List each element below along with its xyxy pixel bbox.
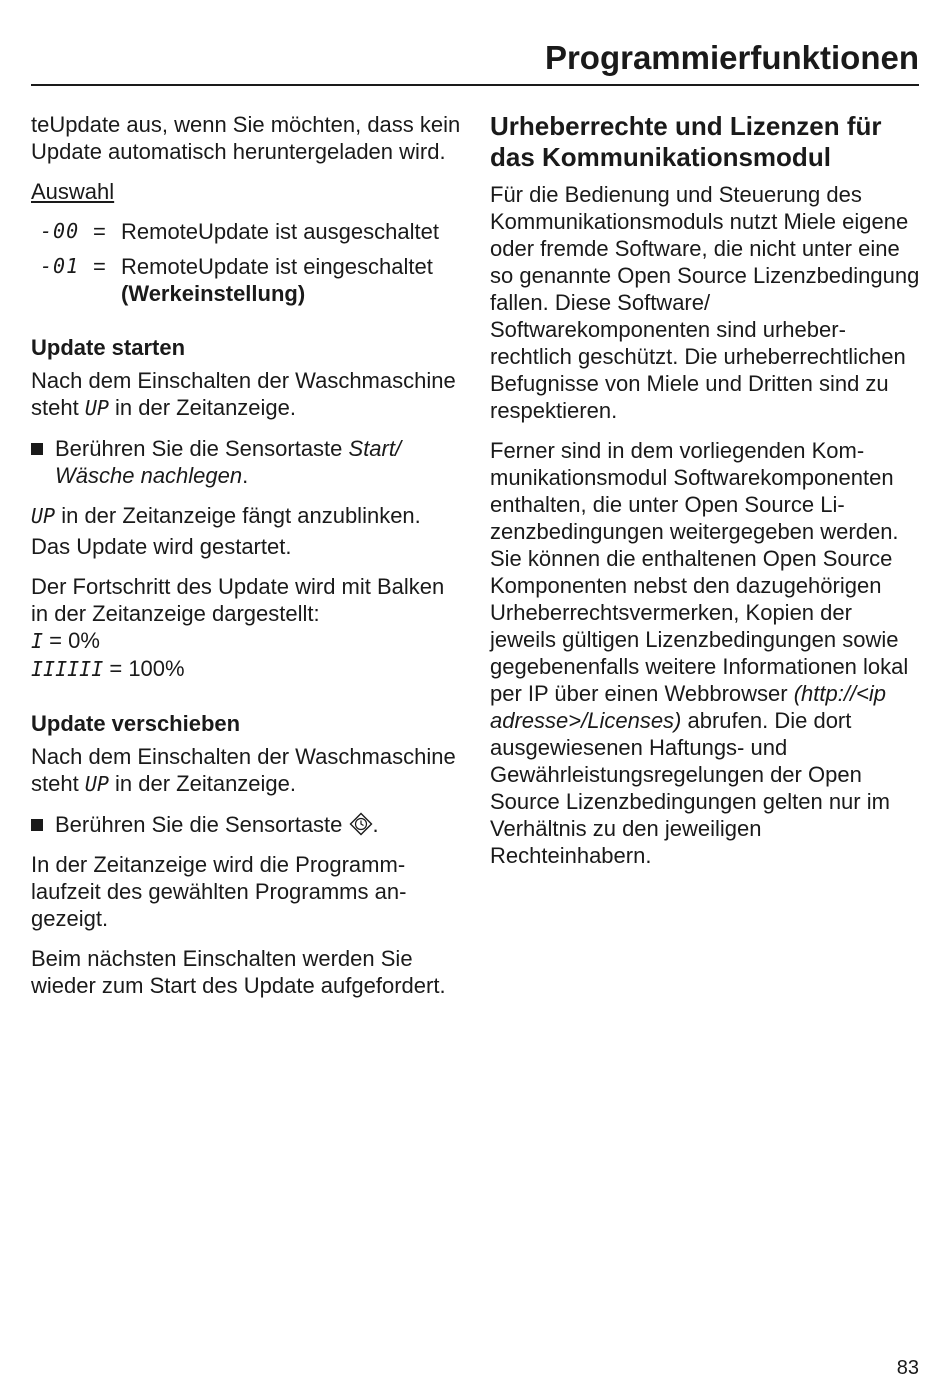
option-on (31, 253, 463, 307)
display-code: UP (31, 504, 56, 528)
option-code: -00 (40, 219, 80, 243)
left-column (31, 111, 463, 1012)
update-verschieben-instruction: Berühren Sie die Sensortaste . (31, 811, 463, 838)
sensor-key-name: Start/ Wäsche nachlegen (55, 436, 402, 488)
header-divider (31, 84, 919, 86)
license-p1: Für die Bedienung und Steuerung des Kommunikationsmoduls nutzt Miele eigene oder fremde Software, die nicht unter eine so genannte Open Source Lizenzbedingung fallen. Diese Software/ Softwarekomponenten sind urheberrechtlich geschützt. Die urheberrechtlichen Befugnisse von Miele und Dritten sind zu respektieren. (490, 182, 920, 423)
bullet-square-icon (31, 819, 43, 831)
option-code: -01 (40, 254, 80, 278)
progress-start-value: = 0% (43, 628, 100, 653)
update-verschieben-p2: In der Zeitanzeige wird die Programmlaufzeit des gewählten Programms angezeigt. (31, 852, 407, 931)
license-url: (http://<ip adresse>/Licenses) (490, 681, 887, 733)
update-starten-p2: UP in der Zeitanzeige fängt anzublinken. (31, 503, 421, 528)
option-off (31, 218, 463, 245)
update-starten-p3: Der Fortschritt des Update wird mit Balken in der Zeitanzeige dargestellt: I = 0% IIIIII = 100% (31, 574, 445, 681)
progress-end-value: = 100% (103, 656, 185, 681)
option-equals: = (93, 219, 106, 244)
update-starten-heading: Update starten (31, 335, 186, 360)
option-text: RemoteUpdate ist eingeschaltet (121, 254, 433, 279)
delay-start-clock-icon (349, 812, 373, 836)
option-equals: = (93, 254, 106, 279)
progress-bar-code: IIIIII (31, 657, 104, 681)
auswahl-label: Auswahl (31, 179, 115, 204)
page-title: Programmierfunktionen (544, 39, 919, 76)
progress-bar-code: I (31, 629, 44, 653)
license-heading: Urheberrechte und Lizenzen für das Kommunikationsmodul (490, 111, 882, 172)
bullet-square-icon (31, 443, 43, 455)
update-verschieben-p3: Beim nächsten Einschalten werden Sie wieder zum Start des Update aufgefordert. (31, 946, 446, 998)
update-starten-p2b: Das Update wird gestartet. (31, 534, 292, 559)
display-code: UP (84, 772, 109, 796)
update-starten-instruction: Berühren Sie die Sensortaste Start/ Wäsche nachlegen. (31, 435, 463, 489)
update-starten-p1: Nach dem Einschalten der Waschmaschine steht UP in der Zeitanzeige. (31, 368, 456, 420)
display-code: UP (84, 396, 109, 420)
update-verschieben-p1: Nach dem Einschalten der Waschmaschine steht UP in der Zeitanzeige. (31, 744, 456, 796)
right-column (490, 111, 920, 882)
update-verschieben-heading: Update verschieben (31, 711, 241, 736)
license-p2: Ferner sind in dem vorliegenden Kommunikationsmodul Softwarekomponenten enthalten, die unter Open Source Lizenzbedingungen weitergegeben werden. Sie können die enthaltenen Open Source Komponenten nebst den dazugehörigen Urheberrechtsvermerken, Kopien der jeweils gültigen Lizenzbedingungen sowie gegebenenfalls weitere Informationen lokal per IP über einen Webbrowser (http://<ip adresse>/Licenses) abrufen. Die dort ausgewiesenen Haftungs- und Gewährleistungsregelungen der Open Source Lizenzbedingungen gelten nur im Verhältnis zu den jeweiligen Rechteinhabern. (490, 438, 909, 868)
option-default-note: (Werkeinstellung) (121, 281, 306, 306)
option-text: RemoteUpdate ist ausgeschaltet (121, 219, 439, 244)
page-number: 83 (896, 1357, 919, 1379)
intro-text: teUpdate aus, wenn Sie möchten, dass kein Update automatisch heruntergeladen wird. (31, 112, 461, 164)
